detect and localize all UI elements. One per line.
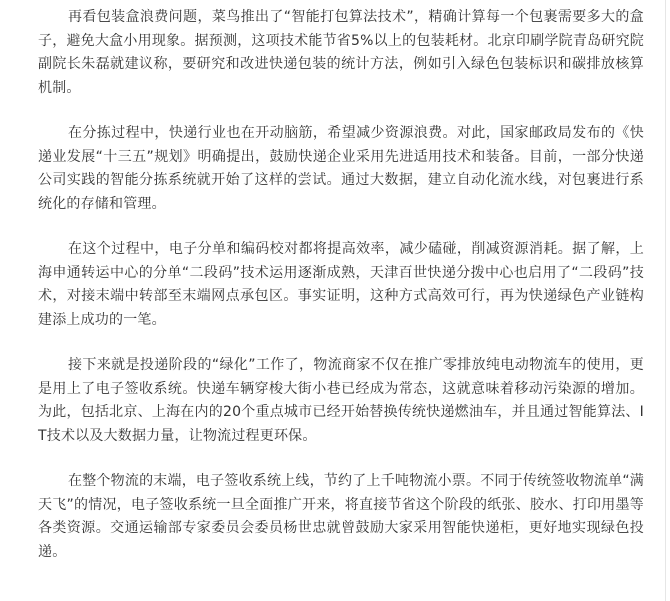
paragraph-delivery: 接下来就是投递阶段的“绿化”工作了，物流商家不仅在推广零排放纯电动物流车的使用，更是用上了电子签收系统。快递车辆穿梭大街小巷已经成为常态，这就意味着移动污染源的增加。为此，包括北京、上海在内的20个重点城市已经开始替换传统快递燃油车，并且通过智能算法、IT技术以及大数据力量，让物流过程更环保。 xyxy=(38,357,644,444)
page-right-divider xyxy=(665,0,666,601)
paragraph-packaging-waste: 再看包装盒浪费问题，菜鸟推出了“智能打包算法技术”，精确计算每一个包裹需要多大的盒子，避免大盒小用现象。据预测，这项技术能节省5%以上的包装耗材。北京印刷学院青岛研究院副院长朱磊就建议称，要研究和改进快递包装的统计方法，例如引入绿色包装标识和碳排放核算机制。 xyxy=(38,9,644,96)
paragraph-e-signature: 在整个物流的末端，电子签收系统上线，节约了上千吨物流小票。不同于传统签收物流单“满天飞”的情况，电子签收系统一旦全面推广开来，将直接节省这个阶段的纸张、胶水、打印用墨等各类资源。交通运输部专家委员会委员杨世忠就曾鼓励大家采用智能快递柜，更好地实现绿色投递。 xyxy=(38,473,644,560)
paragraph-sorting: 在分拣过程中，快递行业也在开动脑筋，希望减少资源浪费。对此，国家邮政局发布的《快递业发展“十三五”规划》明确提出，鼓励快递企业采用先进适用技术和装备。目前，一部分快递公司实践的智能分拣系统就开始了这样的尝试。通过大数据，建立自动化流水线，对包裹进行系统化的存储和管理。 xyxy=(38,125,644,212)
paragraph-electronic-sorting: 在这个过程中，电子分单和编码校对都将提高效率，减少磕碰，削减资源消耗。据了解，上海申通转运中心的分单“二段码”技术运用逐渐成熟，天津百世快递分拨中心也启用了“二段码”技术，对接末端中转部至末端网点承包区。事实证明，这种方式高效可行，再为快递绿色产业链构建添上成功的一笔。 xyxy=(38,241,644,328)
